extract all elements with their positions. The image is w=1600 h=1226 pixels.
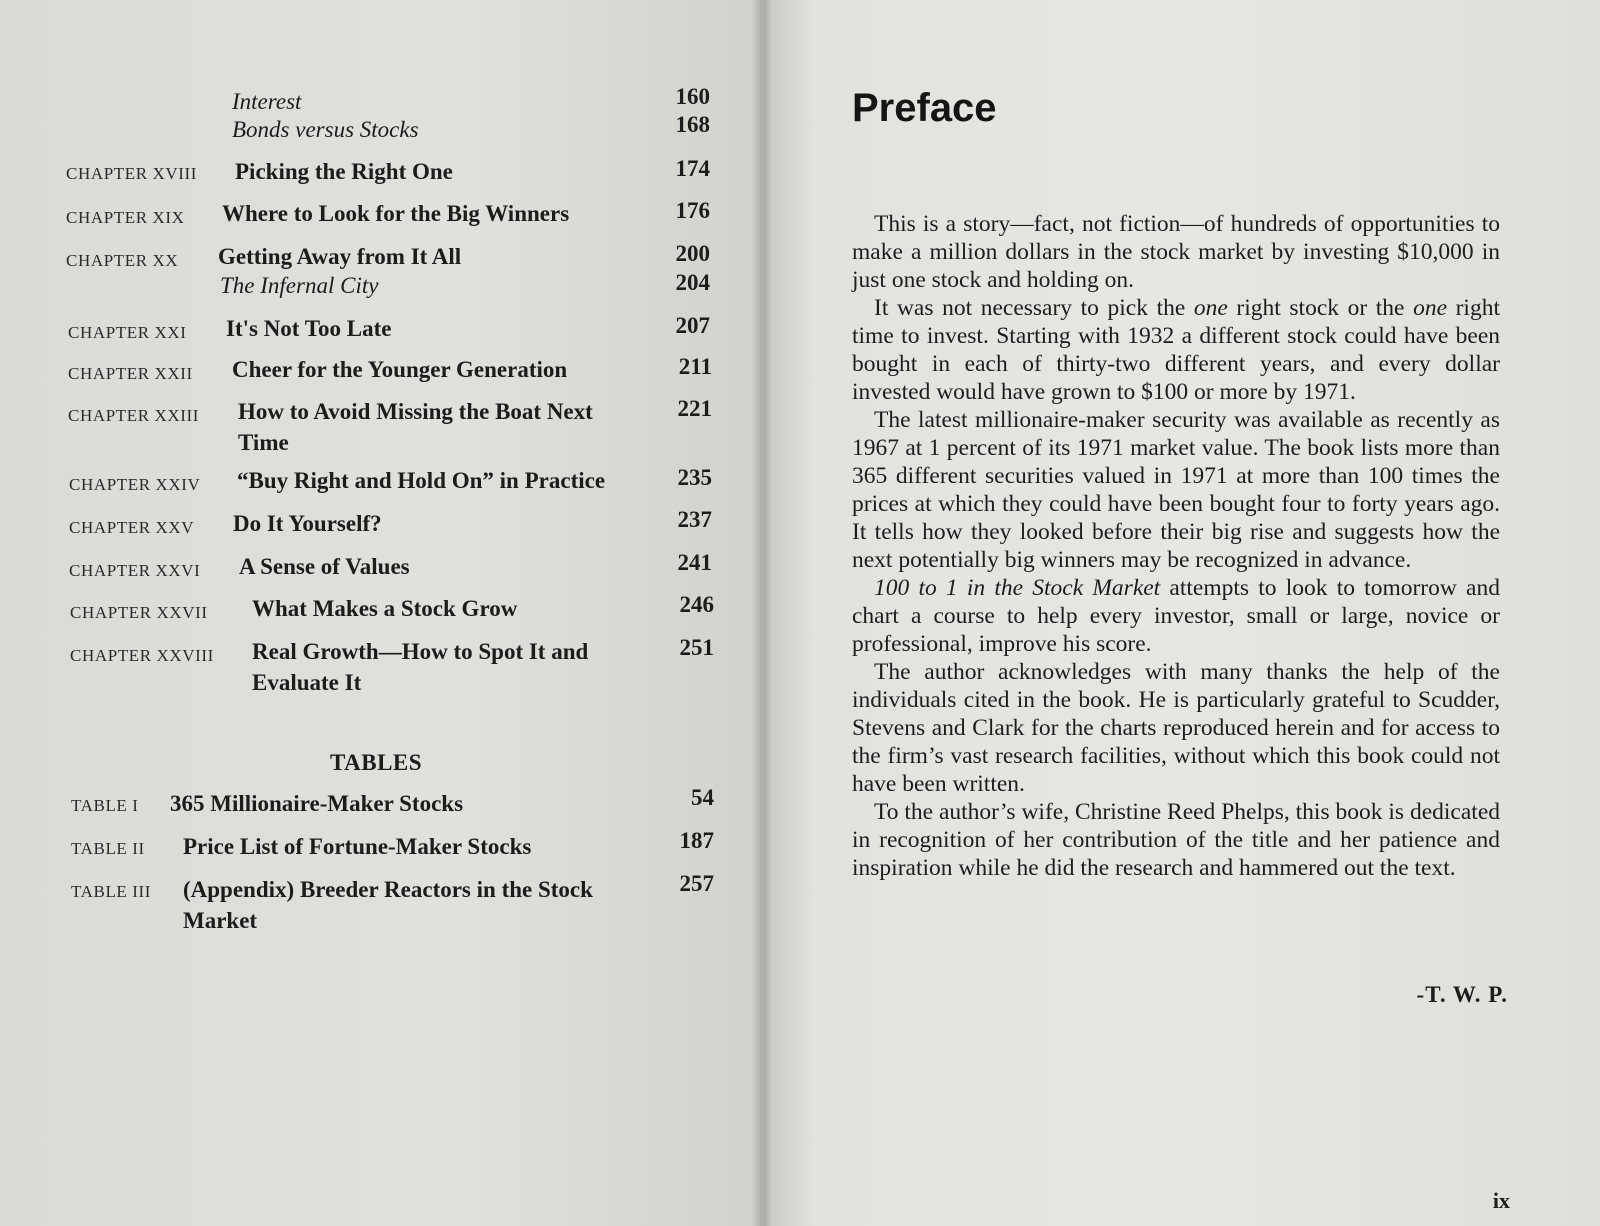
toc-chapter-title: Where to Look for the Big Winners (222, 201, 570, 226)
toc-chapter-title: Getting Away from It All (218, 244, 462, 269)
preface-paragraph: 100 to 1 in the Stock Market attempts to look to tomorrow and chart a course to help every investor, small or large, novice or professional, improve his score. (852, 575, 1500, 657)
toc-chapter-label: CHAPTER XXII (68, 364, 193, 383)
tables-heading: TABLES (330, 750, 423, 775)
toc-table-title: Price List of Fortune-Maker Stocks (183, 834, 532, 859)
book-title: 100 to 1 in the Stock Market (874, 575, 1161, 601)
contents-page (0, 0, 762, 1226)
toc-page-number: 246 (679, 592, 714, 617)
toc-page-number: 241 (677, 550, 712, 575)
preface-title: Preface (852, 86, 997, 130)
toc-page-number: 207 (675, 313, 710, 338)
toc-table-label: TABLE I (71, 796, 139, 815)
toc-chapter-label: CHAPTER XXIII (68, 406, 200, 425)
preface-paragraph: The latest millionaire-maker security was available as recently as 1967 at 1 percent of its 1971 market value. The book lists more than 365 different securities valued in 1971 at more than 100 times the prices at which they could have been bought four to forty years ago. It tells how they looked before their big rise and suggests how the next potentially big winners may be recognized in advance. (852, 407, 1500, 573)
toc-chapter-title: Cheer for the Younger Generation (232, 357, 568, 382)
toc-subsection: Bonds versus Stocks (232, 117, 419, 142)
toc-page-number: 251 (679, 635, 714, 660)
toc-page-number: 204 (675, 270, 710, 295)
toc-page-number: 211 (678, 354, 712, 379)
toc-table-label: TABLE II (71, 839, 145, 858)
toc-page-number: 168 (675, 112, 710, 137)
toc-page-number: 54 (691, 785, 714, 810)
toc-page-number: 221 (677, 396, 712, 421)
book-gutter (752, 0, 772, 1226)
toc-table-title: (Appendix) Breeder Reactors in the Stock Market (183, 877, 593, 933)
toc-page-number: 200 (675, 241, 710, 266)
toc-subsection: Interest (232, 89, 302, 114)
toc-chapter-label: CHAPTER XVIII (66, 164, 198, 183)
toc-chapter-label: CHAPTER XXIV (69, 475, 201, 494)
toc-page-number: 187 (679, 828, 714, 853)
preface-paragraph: It was not necessary to pick the one right stock or the one right time to invest. Starting with 1932 a different stock could have been bought in each of thirty-two different years, and every dollar invested would have grown to $100 or more by 1971. (852, 295, 1500, 405)
toc-table-label: TABLE III (71, 882, 152, 901)
toc-page-number: 235 (677, 465, 712, 490)
toc-page-number: 176 (675, 198, 710, 223)
toc-page-number: 257 (679, 871, 714, 896)
toc-chapter-title: “Buy Right and Hold On” in Practice (237, 468, 606, 493)
toc-chapter-label: CHAPTER XXVIII (70, 646, 214, 665)
toc-chapter-title: Real Growth—How to Spot It and Evaluate It (252, 639, 589, 695)
author-signature: -T. W. P. (1416, 982, 1508, 1007)
toc-page-number: 160 (675, 84, 710, 109)
preface-body (852, 210, 1500, 882)
toc-chapter-label: CHAPTER XXVI (69, 561, 201, 580)
preface-paragraph: To the author’s wife, Christine Reed Phelps, this book is dedicated in recognition of her contribution of the title and her patience and inspiration while he did the research and hammered out the text. (852, 799, 1500, 881)
preface-paragraph: This is a story—fact, not fiction—of hundreds of opportunities to make a million dollars in the stock market by investing $10,000 in just one stock and holding on. (852, 211, 1500, 293)
toc-chapter-label: CHAPTER XXVII (70, 603, 208, 622)
preface-paragraph: The author acknowledges with many thanks the help of the individuals cited in the book. He is particularly grateful to Scudder, Stevens and Clark for the charts reproduced herein and for access to the firm’s vast research facilities, without which this book could not have been written. (852, 659, 1500, 797)
toc-chapter-label: CHAPTER XXI (68, 323, 187, 342)
toc-page-number: 237 (677, 507, 712, 532)
toc-chapter-label: CHAPTER XXV (69, 518, 195, 537)
toc-chapter-title: How to Avoid Missing the Boat Next Time (238, 399, 593, 455)
toc-chapter-title: What Makes a Stock Grow (252, 596, 518, 621)
toc-chapter-title: Do It Yourself? (233, 511, 382, 536)
toc-chapter-label: CHAPTER XIX (66, 208, 185, 227)
toc-page-number: 174 (675, 156, 710, 181)
toc-chapter-label: CHAPTER XX (66, 251, 179, 270)
toc-chapter-title: It's Not Too Late (226, 316, 392, 341)
toc-table-title: 365 Millionaire-Maker Stocks (170, 791, 464, 816)
toc-subsection: The Infernal City (220, 273, 379, 298)
toc-chapter-title: Picking the Right One (235, 159, 453, 184)
page-number: ix (1492, 1188, 1510, 1213)
toc-chapter-title: A Sense of Values (239, 554, 410, 579)
